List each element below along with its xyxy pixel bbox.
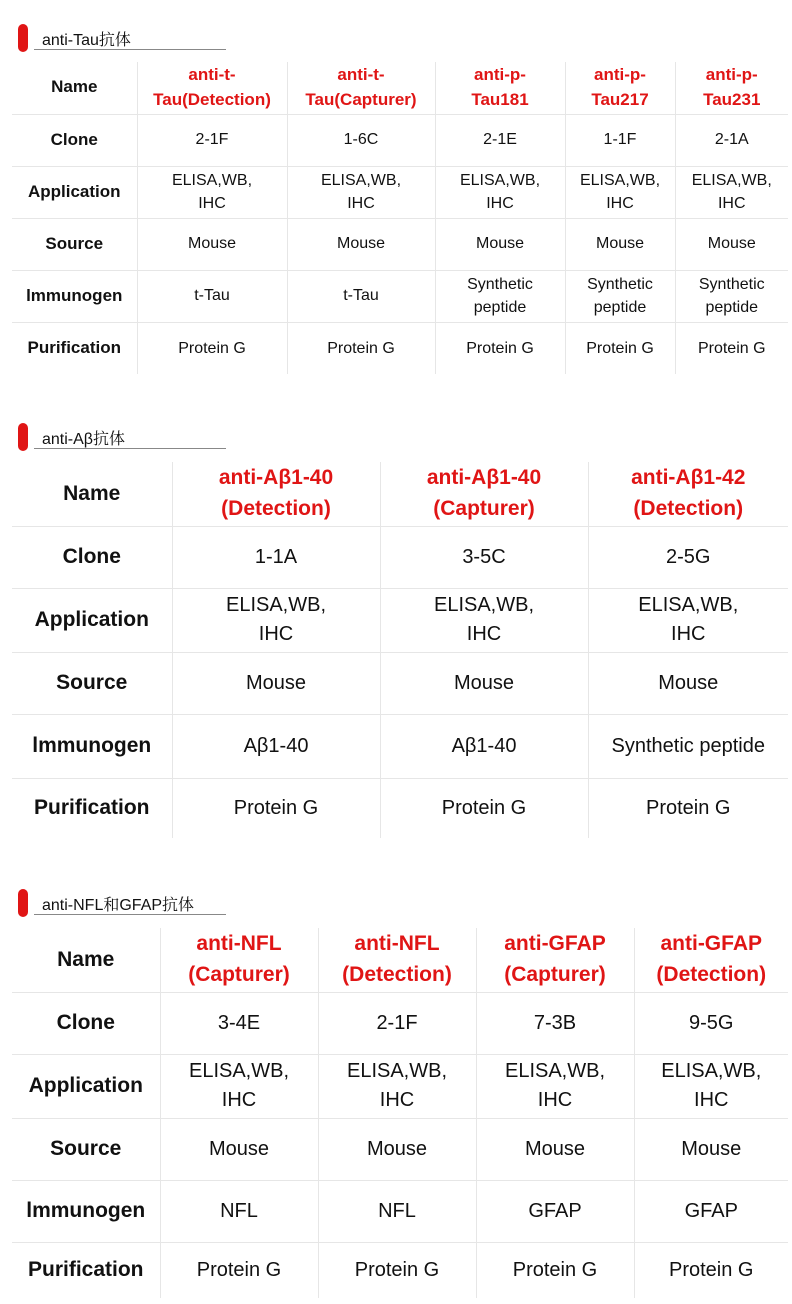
table-row: [12, 114, 788, 166]
table-row: [12, 526, 788, 588]
source-cell: Mouse: [137, 218, 287, 270]
table-row: [12, 166, 788, 218]
application-cell: [318, 1054, 476, 1118]
row-label: Source: [12, 1118, 160, 1180]
source-cell: Mouse: [435, 218, 565, 270]
purification-cell: Protein G: [565, 322, 675, 374]
antibody-name-line: anti-GFAP: [504, 932, 606, 956]
source-cell: Mouse: [287, 218, 435, 270]
antibody-name-cell: [588, 462, 788, 526]
section-underline: [34, 49, 226, 50]
clone-cell: 3-4E: [160, 992, 318, 1054]
section-underline: [34, 914, 226, 915]
application-line: ELISA,WB,: [188, 1060, 290, 1082]
section-title: anti-Tau抗体: [42, 32, 131, 49]
application-line: ELISA,WB,: [691, 171, 772, 189]
row-label: Application: [12, 166, 137, 218]
table-row: [12, 652, 788, 714]
immunogen-cell: [565, 270, 675, 322]
source-cell: Mouse: [565, 218, 675, 270]
immunogen-cell: GFAP: [476, 1180, 634, 1242]
table-row: [12, 1118, 788, 1180]
immunogen-line: peptide: [473, 299, 527, 316]
section-marker: [18, 24, 28, 52]
immunogen-cell: Aβ1-40: [380, 714, 588, 778]
application-cell: [380, 588, 588, 652]
application-line: IHC: [486, 195, 514, 212]
source-cell: Mouse: [634, 1118, 788, 1180]
application-line: IHC: [221, 1089, 257, 1111]
antibody-name-cell: [287, 62, 435, 114]
clone-cell: 1-1F: [565, 114, 675, 166]
table-row: [12, 588, 788, 652]
application-line: IHC: [694, 1089, 729, 1111]
table-row: [12, 778, 788, 838]
application-line: ELISA,WB,: [579, 171, 661, 189]
purification-cell: Protein G: [634, 1242, 788, 1298]
immunogen-cell: Aβ1-40: [172, 714, 380, 778]
row-label: Purification: [12, 1242, 160, 1298]
antibody-name-line: anti-Aβ1-40: [426, 466, 542, 490]
application-line: ELISA,WB,: [638, 594, 739, 616]
antibody-name-line: Tau(Capturer): [305, 89, 417, 109]
source-cell: Mouse: [172, 652, 380, 714]
purification-cell: Protein G: [380, 778, 588, 838]
purification-cell: Protein G: [160, 1242, 318, 1298]
section-title: anti-Aβ抗体: [42, 431, 126, 448]
anti-nfl-gfap-table: [12, 928, 788, 1298]
anti-abeta-table: [12, 462, 788, 838]
application-line: ELISA,WB,: [459, 171, 541, 189]
antibody-name-cell: [435, 62, 565, 114]
antibody-name-line: anti-p-: [705, 65, 758, 85]
application-cell: [172, 588, 380, 652]
table-row: [12, 1180, 788, 1242]
application-line: ELISA,WB,: [504, 1060, 606, 1082]
immunogen-line: Synthetic: [467, 275, 533, 293]
immunogen-cell: [137, 270, 287, 322]
source-cell: Mouse: [318, 1118, 476, 1180]
purification-cell: Protein G: [588, 778, 788, 838]
row-label: Application: [12, 1054, 160, 1118]
row-label: Clone: [12, 526, 172, 588]
source-cell: Mouse: [588, 652, 788, 714]
row-label: Purification: [12, 322, 137, 374]
immunogen-cell: [675, 270, 788, 322]
antibody-name-line: anti-p-: [594, 65, 646, 85]
application-cell: [634, 1054, 788, 1118]
section-marker: [18, 423, 28, 451]
antibody-name-line: Tau(Detection): [153, 89, 271, 109]
row-label: Source: [12, 218, 137, 270]
clone-cell: 9-5G: [634, 992, 788, 1054]
application-line: ELISA,WB,: [171, 171, 253, 189]
immunogen-cell: [287, 270, 435, 322]
table-row: [12, 992, 788, 1054]
antibody-name-cell: [380, 462, 588, 526]
antibody-name-cell: [634, 928, 788, 992]
antibody-name-cell: [137, 62, 287, 114]
immunogen-cell: Synthetic peptide: [588, 714, 788, 778]
row-label: Source: [12, 652, 172, 714]
table-row: [12, 928, 788, 992]
application-cell: [476, 1054, 634, 1118]
table-row: [12, 62, 788, 114]
row-label: Purification: [12, 778, 172, 838]
antibody-name-line: Tau181: [471, 89, 529, 109]
antibody-name-line: (Capturer): [504, 962, 606, 986]
antibody-name-line: Tau231: [703, 89, 761, 109]
table-row: [12, 1054, 788, 1118]
application-line: IHC: [258, 623, 294, 645]
antibody-name-line: (Capturer): [433, 496, 535, 520]
antibody-name-line: anti-Aβ1-42: [631, 466, 746, 490]
clone-cell: 1-6C: [287, 114, 435, 166]
section-header: [0, 24, 240, 54]
source-cell: Mouse: [160, 1118, 318, 1180]
application-cell: [160, 1054, 318, 1118]
antibody-name-cell: [565, 62, 675, 114]
antibody-name-line: anti-t-: [188, 65, 236, 85]
immunogen-cell: NFL: [318, 1180, 476, 1242]
antibody-name-line: anti-t-: [337, 65, 385, 85]
section-title: anti-NFL和GFAP抗体: [42, 897, 195, 914]
section-underline: [34, 448, 226, 449]
row-label: Clone: [12, 992, 160, 1054]
application-line: IHC: [671, 623, 706, 645]
row-label: Name: [57, 947, 115, 971]
clone-cell: 2-1F: [318, 992, 476, 1054]
immunogen-cell: [435, 270, 565, 322]
source-cell: Mouse: [380, 652, 588, 714]
antibody-name-line: Tau217: [591, 89, 649, 109]
application-line: IHC: [606, 195, 634, 212]
antibody-name-cell: [318, 928, 476, 992]
row-label: Name: [63, 481, 121, 505]
table-row: [12, 714, 788, 778]
section-header: [0, 889, 240, 919]
application-line: ELISA,WB,: [320, 171, 402, 189]
immunogen-cell: GFAP: [634, 1180, 788, 1242]
application-cell: [588, 588, 788, 652]
antibody-name-line: (Detection): [342, 962, 452, 986]
immunogen-line: t-Tau: [343, 287, 379, 305]
purification-cell: Protein G: [137, 322, 287, 374]
row-label: lmmunogen: [12, 1180, 160, 1242]
application-line: IHC: [717, 195, 746, 212]
section-marker: [18, 889, 28, 917]
application-line: IHC: [347, 195, 375, 212]
table-row: [12, 462, 788, 526]
source-cell: Mouse: [476, 1118, 634, 1180]
application-line: ELISA,WB,: [433, 594, 535, 616]
application-line: ELISA,WB,: [346, 1060, 448, 1082]
application-line: IHC: [537, 1089, 573, 1111]
immunogen-line: peptide: [705, 299, 758, 316]
purification-cell: Protein G: [318, 1242, 476, 1298]
row-label: Application: [12, 588, 172, 652]
row-label: Clone: [12, 114, 137, 166]
clone-cell: 2-1F: [137, 114, 287, 166]
antibody-name-line: (Detection): [221, 496, 331, 520]
antibody-name-line: anti-NFL: [196, 932, 282, 956]
application-cell: [137, 166, 287, 218]
source-cell: Mouse: [675, 218, 788, 270]
row-label: lmmunogen: [12, 270, 137, 322]
clone-cell: 3-5C: [380, 526, 588, 588]
application-line: ELISA,WB,: [661, 1060, 762, 1082]
antibody-name-line: (Detection): [633, 496, 744, 520]
immunogen-line: t-Tau: [194, 287, 230, 305]
application-cell: [675, 166, 788, 218]
clone-cell: 2-1E: [435, 114, 565, 166]
antibody-name-line: (Capturer): [188, 962, 290, 986]
application-line: IHC: [466, 623, 502, 645]
immunogen-line: Synthetic: [587, 275, 653, 293]
clone-cell: 2-5G: [588, 526, 788, 588]
purification-cell: Protein G: [287, 322, 435, 374]
application-line: ELISA,WB,: [225, 594, 327, 616]
antibody-name-line: anti-NFL: [354, 932, 440, 956]
clone-cell: 2-1A: [675, 114, 788, 166]
antibody-name-line: anti-Aβ1-40: [218, 466, 334, 490]
purification-cell: Protein G: [172, 778, 380, 838]
antibody-name-line: anti-GFAP: [660, 932, 762, 956]
anti-tau-table: [12, 62, 788, 374]
antibody-name-cell: [675, 62, 788, 114]
table-row: [12, 218, 788, 270]
clone-cell: 7-3B: [476, 992, 634, 1054]
row-label: lmmunogen: [12, 714, 172, 778]
antibody-name-line: anti-p-: [474, 65, 526, 85]
application-cell: [565, 166, 675, 218]
purification-cell: Protein G: [435, 322, 565, 374]
antibody-name-cell: [476, 928, 634, 992]
clone-cell: 1-1A: [172, 526, 380, 588]
application-line: IHC: [198, 195, 226, 212]
antibody-name-line: (Detection): [656, 962, 767, 986]
purification-cell: Protein G: [476, 1242, 634, 1298]
immunogen-cell: NFL: [160, 1180, 318, 1242]
application-line: IHC: [379, 1089, 415, 1111]
table-row: [12, 322, 788, 374]
row-label: Name: [51, 77, 98, 97]
purification-cell: Protein G: [675, 322, 788, 374]
application-cell: [287, 166, 435, 218]
immunogen-line: peptide: [593, 299, 647, 316]
antibody-name-cell: [160, 928, 318, 992]
table-row: [12, 1242, 788, 1298]
antibody-name-cell: [172, 462, 380, 526]
immunogen-line: Synthetic: [698, 275, 765, 293]
table-row: [12, 270, 788, 322]
section-header: [0, 423, 240, 453]
application-cell: [435, 166, 565, 218]
